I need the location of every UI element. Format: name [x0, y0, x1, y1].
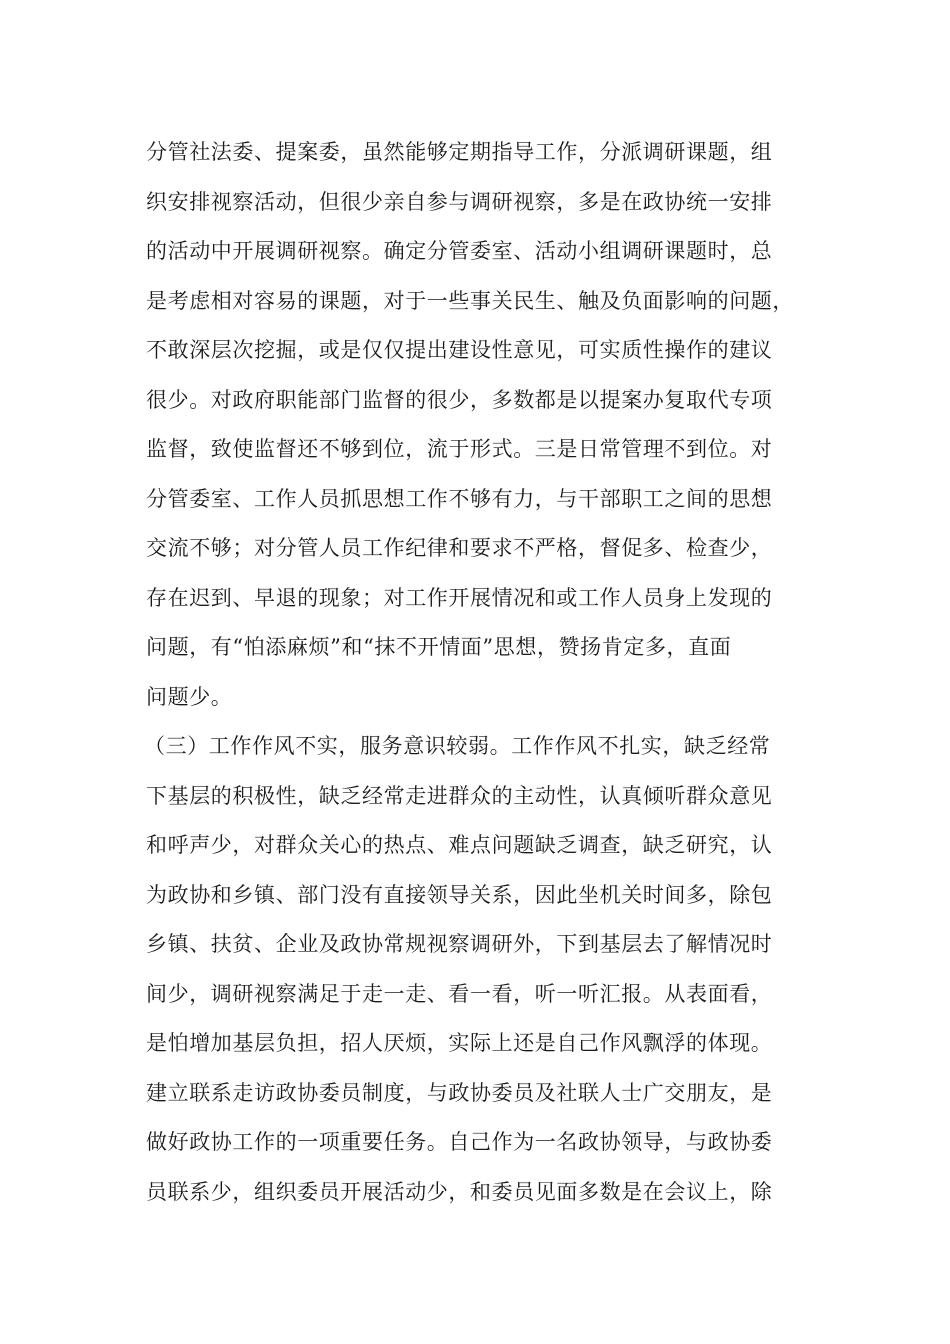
text-line: 乡镇、扶贫、企业及政协常规视察调研外，下到基层去了解情况时 — [146, 932, 773, 956]
text-line: 员联系少，组织委员开展活动少，和委员见面多数是在会议上，除 — [146, 1179, 773, 1204]
text-line: 是怕增加基层负担，招人厌烦，实际上还是自己作风飘浮的体现。 — [146, 1031, 773, 1055]
text-line: 下基层的积极性，缺乏经常走进群众的主动性，认真倾听群众意见 — [146, 783, 773, 808]
text-line: 存在迟到、早退的现象；对工作开展情况和或工作人员身上发现的 — [146, 585, 773, 610]
section-heading-line: （三）工作作风不实，服务意识较弱。工作作风不扎实，缺乏经常 — [144, 734, 771, 758]
text-line: 做好政协工作的一项重要任务。自己作为一名政协领导，与政协委 — [146, 1130, 773, 1154]
text-line: 分管委室、工作人员抓思想工作不够有力，与干部职工之间的思想 — [146, 486, 773, 511]
text-line: 分管社法委、提案委，虽然能够定期指导工作，分派调研课题，组 — [146, 140, 773, 164]
text-line: 和呼声少，对群众关心的热点、难点问题缺乏调查，缺乏研究，认 — [146, 833, 773, 857]
text-line: 交流不够；对分管人员工作纪律和要求不严格，督促多、检查少， — [146, 536, 773, 560]
text-line: 建立联系走访政协委员制度，与政协委员及社联人士广交朋友，是 — [146, 1080, 773, 1105]
text-line: 的活动中开展调研视察。确定分管委室、活动小组调研课题时，总 — [146, 239, 773, 263]
text-line: 监督，致使监督还不够到位，流于形式。三是日常管理不到位。对 — [146, 437, 773, 461]
text-line: 问题少。 — [146, 684, 233, 709]
text-line: 织安排视察活动，但很少亲自参与调研视察，多是在政协统一安排 — [146, 189, 773, 214]
text-line: 不敢深层次挖掘，或是仅仅提出建设性意见，可实质性操作的建议 — [146, 338, 773, 362]
text-line: 问题，有“怕添麻烦”和“抹不开情面”思想，赞扬肯定多，直面 — [146, 635, 732, 659]
body-text — [146, 128, 826, 1217]
text-line: 很少。对政府职能部门监督的很少，多数都是以提案办复取代专项 — [146, 387, 773, 412]
text-line: 为政协和乡镇、部门没有直接领导关系，因此坐机关时间多，除包 — [146, 882, 773, 907]
text-line: 间少，调研视察满足于走一走、看一看，听一听汇报。从表面看， — [146, 981, 773, 1006]
text-line: 是考虑相对容易的课题，对于一些事关民生、触及负面影响的问题， — [146, 288, 794, 313]
